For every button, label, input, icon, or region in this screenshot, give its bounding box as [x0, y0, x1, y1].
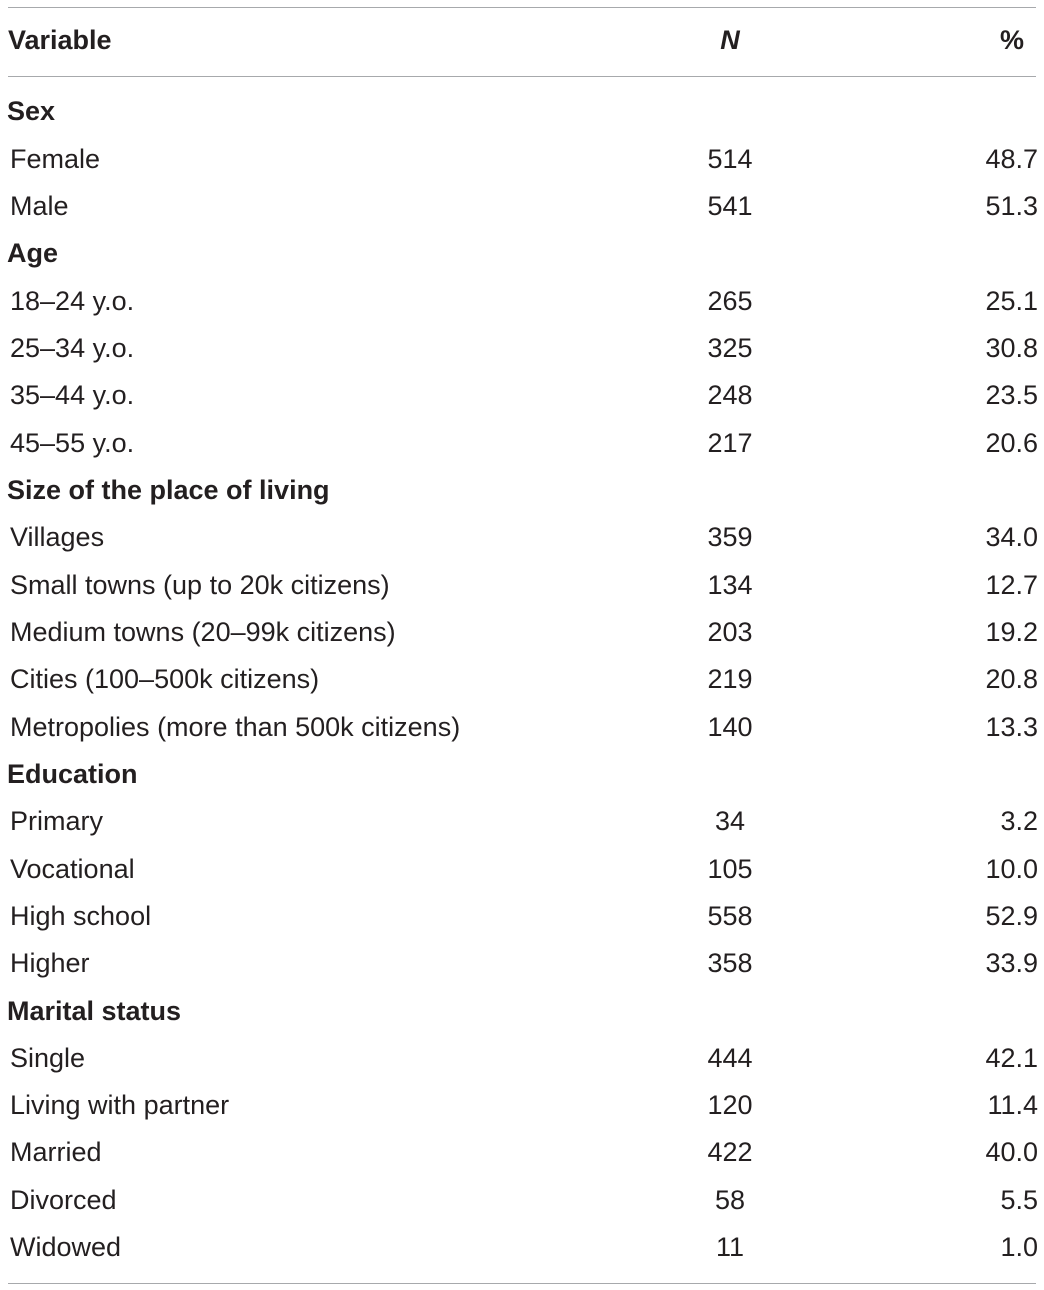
row-label: Widowed: [10, 1232, 122, 1262]
row-n: 248: [707, 380, 753, 410]
row-percent: 1.0: [1000, 1232, 1038, 1262]
row-n: 514: [707, 144, 753, 174]
row-n: 11: [715, 1232, 745, 1262]
table-row: [8, 893, 1036, 940]
table-row: [8, 372, 1036, 419]
row-label: Divorced: [10, 1185, 117, 1215]
row-percent: 3.2: [1000, 806, 1038, 836]
section-title: Sex: [7, 96, 56, 126]
row-n: 134: [707, 570, 753, 600]
table-row: [8, 846, 1036, 893]
row-n: 120: [707, 1090, 753, 1120]
table-row: [8, 656, 1036, 703]
row-label: Medium towns (20–99k citizens): [10, 617, 396, 647]
table-row: [8, 1129, 1036, 1176]
section-title: Education: [7, 759, 138, 789]
row-label: 25–34 y.o.: [10, 333, 135, 363]
row-n: 558: [707, 901, 753, 931]
row-percent: 20.8: [985, 664, 1038, 694]
table-row: [8, 1035, 1036, 1082]
table-row: [8, 609, 1036, 656]
row-label: Small towns (up to 20k citizens): [10, 570, 390, 600]
table-row: [8, 940, 1036, 987]
row-n: 422: [707, 1137, 753, 1167]
row-n: 105: [707, 854, 753, 884]
row-label: 45–55 y.o.: [10, 428, 135, 458]
table-row: [8, 704, 1036, 751]
row-percent: 34.0: [985, 522, 1038, 552]
table-row: [8, 1177, 1036, 1224]
row-n: 444: [707, 1043, 753, 1073]
row-n: 58: [714, 1185, 746, 1215]
section-header-education: [8, 751, 1036, 798]
row-percent: 12.7: [985, 570, 1038, 600]
section-title: Size of the place of living: [7, 475, 330, 505]
section-title: Marital status: [7, 996, 182, 1026]
section-header-marital-status: [8, 988, 1036, 1035]
table-top-rule: [8, 7, 1036, 8]
table-row: [8, 1224, 1036, 1271]
row-label: Married: [10, 1137, 102, 1167]
row-label: Primary: [10, 806, 103, 836]
row-n: 34: [714, 806, 746, 836]
row-n: 203: [707, 617, 753, 647]
row-n: 265: [707, 286, 753, 316]
section-header-sex: [8, 88, 1036, 135]
row-n: 359: [707, 522, 753, 552]
table-row: [8, 1082, 1036, 1129]
row-label: Cities (100–500k citizens): [10, 664, 320, 694]
row-percent: 20.6: [985, 428, 1038, 458]
row-n: 541: [707, 191, 753, 221]
table-header-rule: [8, 76, 1036, 77]
section-header-place-size: [8, 467, 1036, 514]
row-label: Higher: [10, 948, 90, 978]
row-label: High school: [10, 901, 152, 931]
table-row: [8, 798, 1036, 845]
table-row: [8, 562, 1036, 609]
row-label: Male: [10, 191, 69, 221]
row-percent: 52.9: [985, 901, 1038, 931]
section-header-age: [8, 230, 1036, 277]
row-label: Female: [10, 144, 101, 174]
row-percent: 48.7: [985, 144, 1038, 174]
row-n: 325: [707, 333, 753, 363]
table-header-row: [8, 17, 1036, 64]
table-row: [8, 278, 1036, 325]
row-percent: 10.0: [985, 854, 1038, 884]
row-percent: 51.3: [985, 191, 1038, 221]
row-percent: 42.1: [985, 1043, 1038, 1073]
row-label: 18–24 y.o.: [10, 286, 135, 316]
row-percent: 30.8: [985, 333, 1038, 363]
row-percent: 23.5: [985, 380, 1038, 410]
header-variable: Variable: [8, 25, 112, 55]
row-percent: 11.4: [987, 1090, 1038, 1120]
row-percent: 25.1: [985, 286, 1038, 316]
table-row: [8, 514, 1036, 561]
table-row: [8, 136, 1036, 183]
row-n: 140: [707, 712, 753, 742]
row-n: 217: [707, 428, 753, 458]
header-n: N: [720, 25, 740, 55]
row-label: Single: [10, 1043, 86, 1073]
row-label: Villages: [10, 522, 105, 552]
row-label: Living with partner: [10, 1090, 230, 1120]
table-bottom-rule: [8, 1283, 1036, 1284]
table-row: [8, 183, 1036, 230]
header-percent: %: [999, 25, 1024, 55]
row-percent: 13.3: [985, 712, 1038, 742]
section-title: Age: [7, 238, 59, 268]
row-label: 35–44 y.o.: [10, 380, 135, 410]
row-label: Vocational: [10, 854, 135, 884]
row-n: 219: [707, 664, 753, 694]
row-percent: 40.0: [985, 1137, 1038, 1167]
row-label: Metropolies (more than 500k citizens): [10, 712, 461, 742]
row-percent: 5.5: [1000, 1185, 1038, 1215]
table-row: [8, 420, 1036, 467]
row-n: 358: [707, 948, 753, 978]
table-row: [8, 325, 1036, 372]
row-percent: 33.9: [985, 948, 1038, 978]
row-percent: 19.2: [985, 617, 1038, 647]
